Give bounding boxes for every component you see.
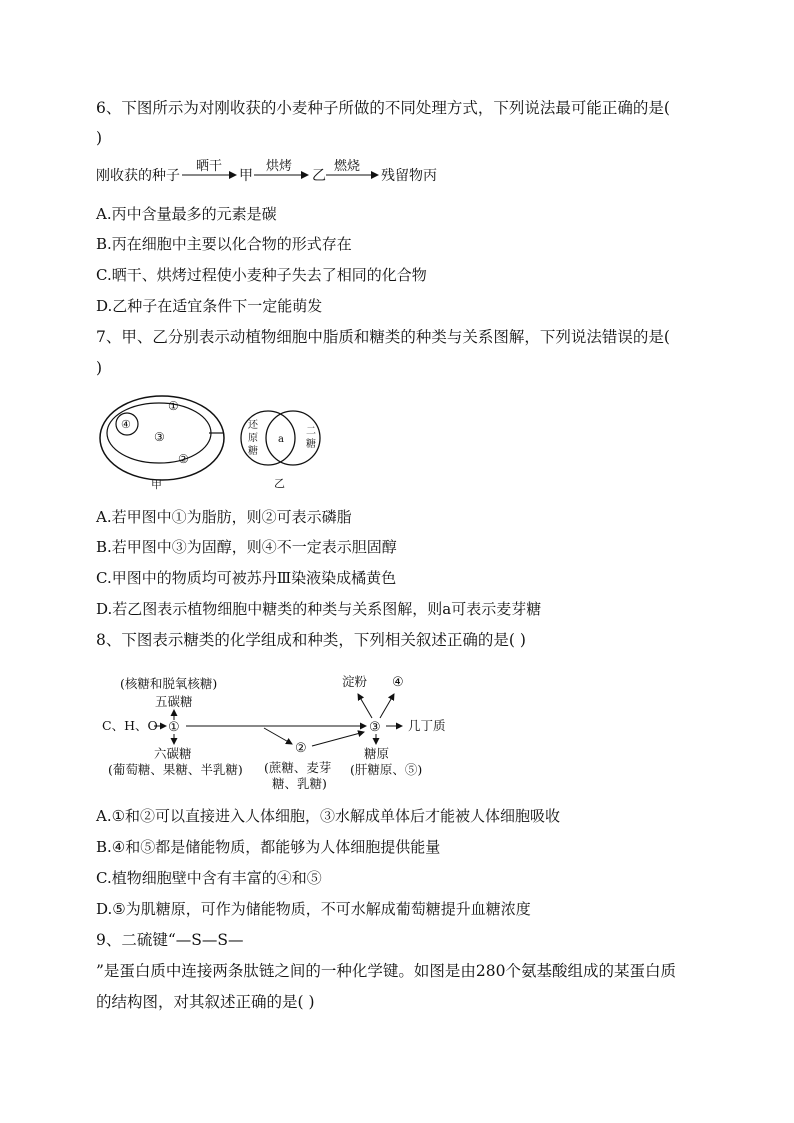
q8-hexose-label: 六碳糖 — [154, 746, 192, 761]
q9-stem-line1: 9、二硫键“—S—S— — [96, 931, 244, 949]
q8-stem: 8、下图表示糖类的化学组成和种类，下列相关叙述正确的是( ) — [96, 631, 526, 649]
q8-option-d: D.⑤为肌糖原，可作为储能物质，不可水解成葡萄糖提升血糖浓度 — [96, 900, 531, 918]
q6-flow-step3: 燃烧 — [334, 159, 361, 174]
q6-flow-diagram — [96, 160, 456, 188]
q7-yi-caption: 乙 — [274, 477, 285, 490]
q7-yi-right-circle — [266, 411, 320, 465]
q7-jia-caption: 甲 — [151, 478, 162, 491]
q7-yi-right-char1: 二 — [306, 426, 316, 437]
q6-option-c: C.晒干、烘烤过程使小麦种子失去了相同的化合物 — [96, 266, 427, 284]
q8-node-1: ① — [168, 720, 180, 735]
q7-jia-label-1: ① — [168, 399, 179, 413]
q6-flow-node2: 乙 — [312, 168, 326, 184]
q7-diagram-yi — [240, 398, 330, 498]
q7-option-c: C.甲图中的物质均可被苏丹Ⅲ染液染成橘黄色 — [96, 569, 397, 587]
q6-flow-step1: 晒干 — [196, 159, 223, 174]
q8-elements-label: C、H、O — [102, 718, 158, 733]
q6-option-a: A.丙中含量最多的元素是碳 — [96, 205, 277, 223]
q7-yi-left-char3: 糖 — [248, 446, 258, 457]
q6-flow-step2: 烘烤 — [266, 159, 293, 174]
q8-arrow-3-to-4 — [380, 694, 394, 718]
q7-stem-line2: ) — [96, 359, 103, 377]
q8-hexose-examples: (葡萄糖、果糖、半乳糖) — [108, 762, 243, 777]
q8-option-a: A.①和②可以直接进入人体细胞，③水解成单体后才能被人体细胞吸收 — [96, 807, 561, 825]
q7-option-d: D.若乙图表示植物细胞中糖类的种类与关系图解，则a可表示麦芽糖 — [96, 600, 542, 618]
q8-node-3: ③ — [369, 720, 381, 735]
q8-disaccharide-line1: (蔗糖、麦芽 — [264, 760, 332, 775]
q6-flow-end: 残留物丙 — [381, 168, 437, 184]
q8-starch-label: 淀粉 — [342, 674, 368, 689]
q8-pentose-label: 五碳糖 — [155, 694, 193, 709]
q6-option-d: D.乙种子在适宜条件下一定能萌发 — [96, 297, 323, 315]
q7-diagram-jia — [96, 392, 236, 492]
q9-stem-line3: 的结构图，对其叙述正确的是( ) — [96, 993, 315, 1011]
q8-node-2: ② — [295, 741, 307, 756]
q8-option-b: B.④和⑤都是储能物质，都能够为人体细胞提供能量 — [96, 838, 441, 856]
q7-yi-center: a — [278, 434, 284, 445]
q6-flow-node1: 甲 — [239, 168, 253, 184]
q6-flow-start: 刚收获的种子 — [96, 168, 180, 184]
q7-stem-line1: 7、甲、乙分别表示动植物细胞中脂质和糖类的种类与关系图解，下列说法错误的是( — [96, 328, 670, 346]
q7-jia-label-3: ③ — [154, 430, 165, 444]
q8-option-c: C.植物细胞壁中含有丰富的④和⑤ — [96, 869, 322, 887]
q6-stem-line2: ) — [96, 129, 103, 147]
q8-node-4: ④ — [392, 675, 404, 690]
q7-yi-left-char1: 还 — [248, 420, 258, 431]
q8-glycogen-detail: (肝糖原、⑤) — [350, 762, 423, 777]
q8-disaccharide-line2: 糖、乳糖) — [272, 776, 327, 791]
q7-jia-label-4: ④ — [121, 418, 131, 431]
q9-stem-line2: ”是蛋白质中连接两条肽链之间的一种化学键。如图是由280个氨基酸组成的某蛋白质 — [96, 962, 677, 980]
q8-arrow-to-2 — [264, 728, 292, 744]
q8-ribose-label: (核糖和脱氧核糖) — [120, 676, 218, 691]
q8-diagram — [96, 660, 466, 790]
q7-yi-right-char2: 糖 — [306, 439, 316, 450]
q6-option-b: B.丙在细胞中主要以化合物的形式存在 — [96, 235, 352, 253]
q7-option-b: B.若甲图中③为固醇，则④不一定表示胆固醇 — [96, 538, 397, 556]
q7-jia-label-2: ② — [178, 452, 189, 466]
q7-option-a: A.若甲图中①为脂肪，则②可表示磷脂 — [96, 508, 352, 526]
q6-stem-line1: 6、下图所示为对刚收获的小麦种子所做的不同处理方式，下列说法最可能正确的是( — [96, 99, 670, 117]
q8-glycogen-label: 糖原 — [364, 746, 390, 761]
q8-chitin-label: 几丁质 — [408, 718, 446, 733]
q8-arrow-2-to-3 — [312, 732, 364, 746]
q8-arrow-3-to-starch — [358, 694, 372, 718]
q7-yi-left-char2: 原 — [248, 433, 258, 444]
